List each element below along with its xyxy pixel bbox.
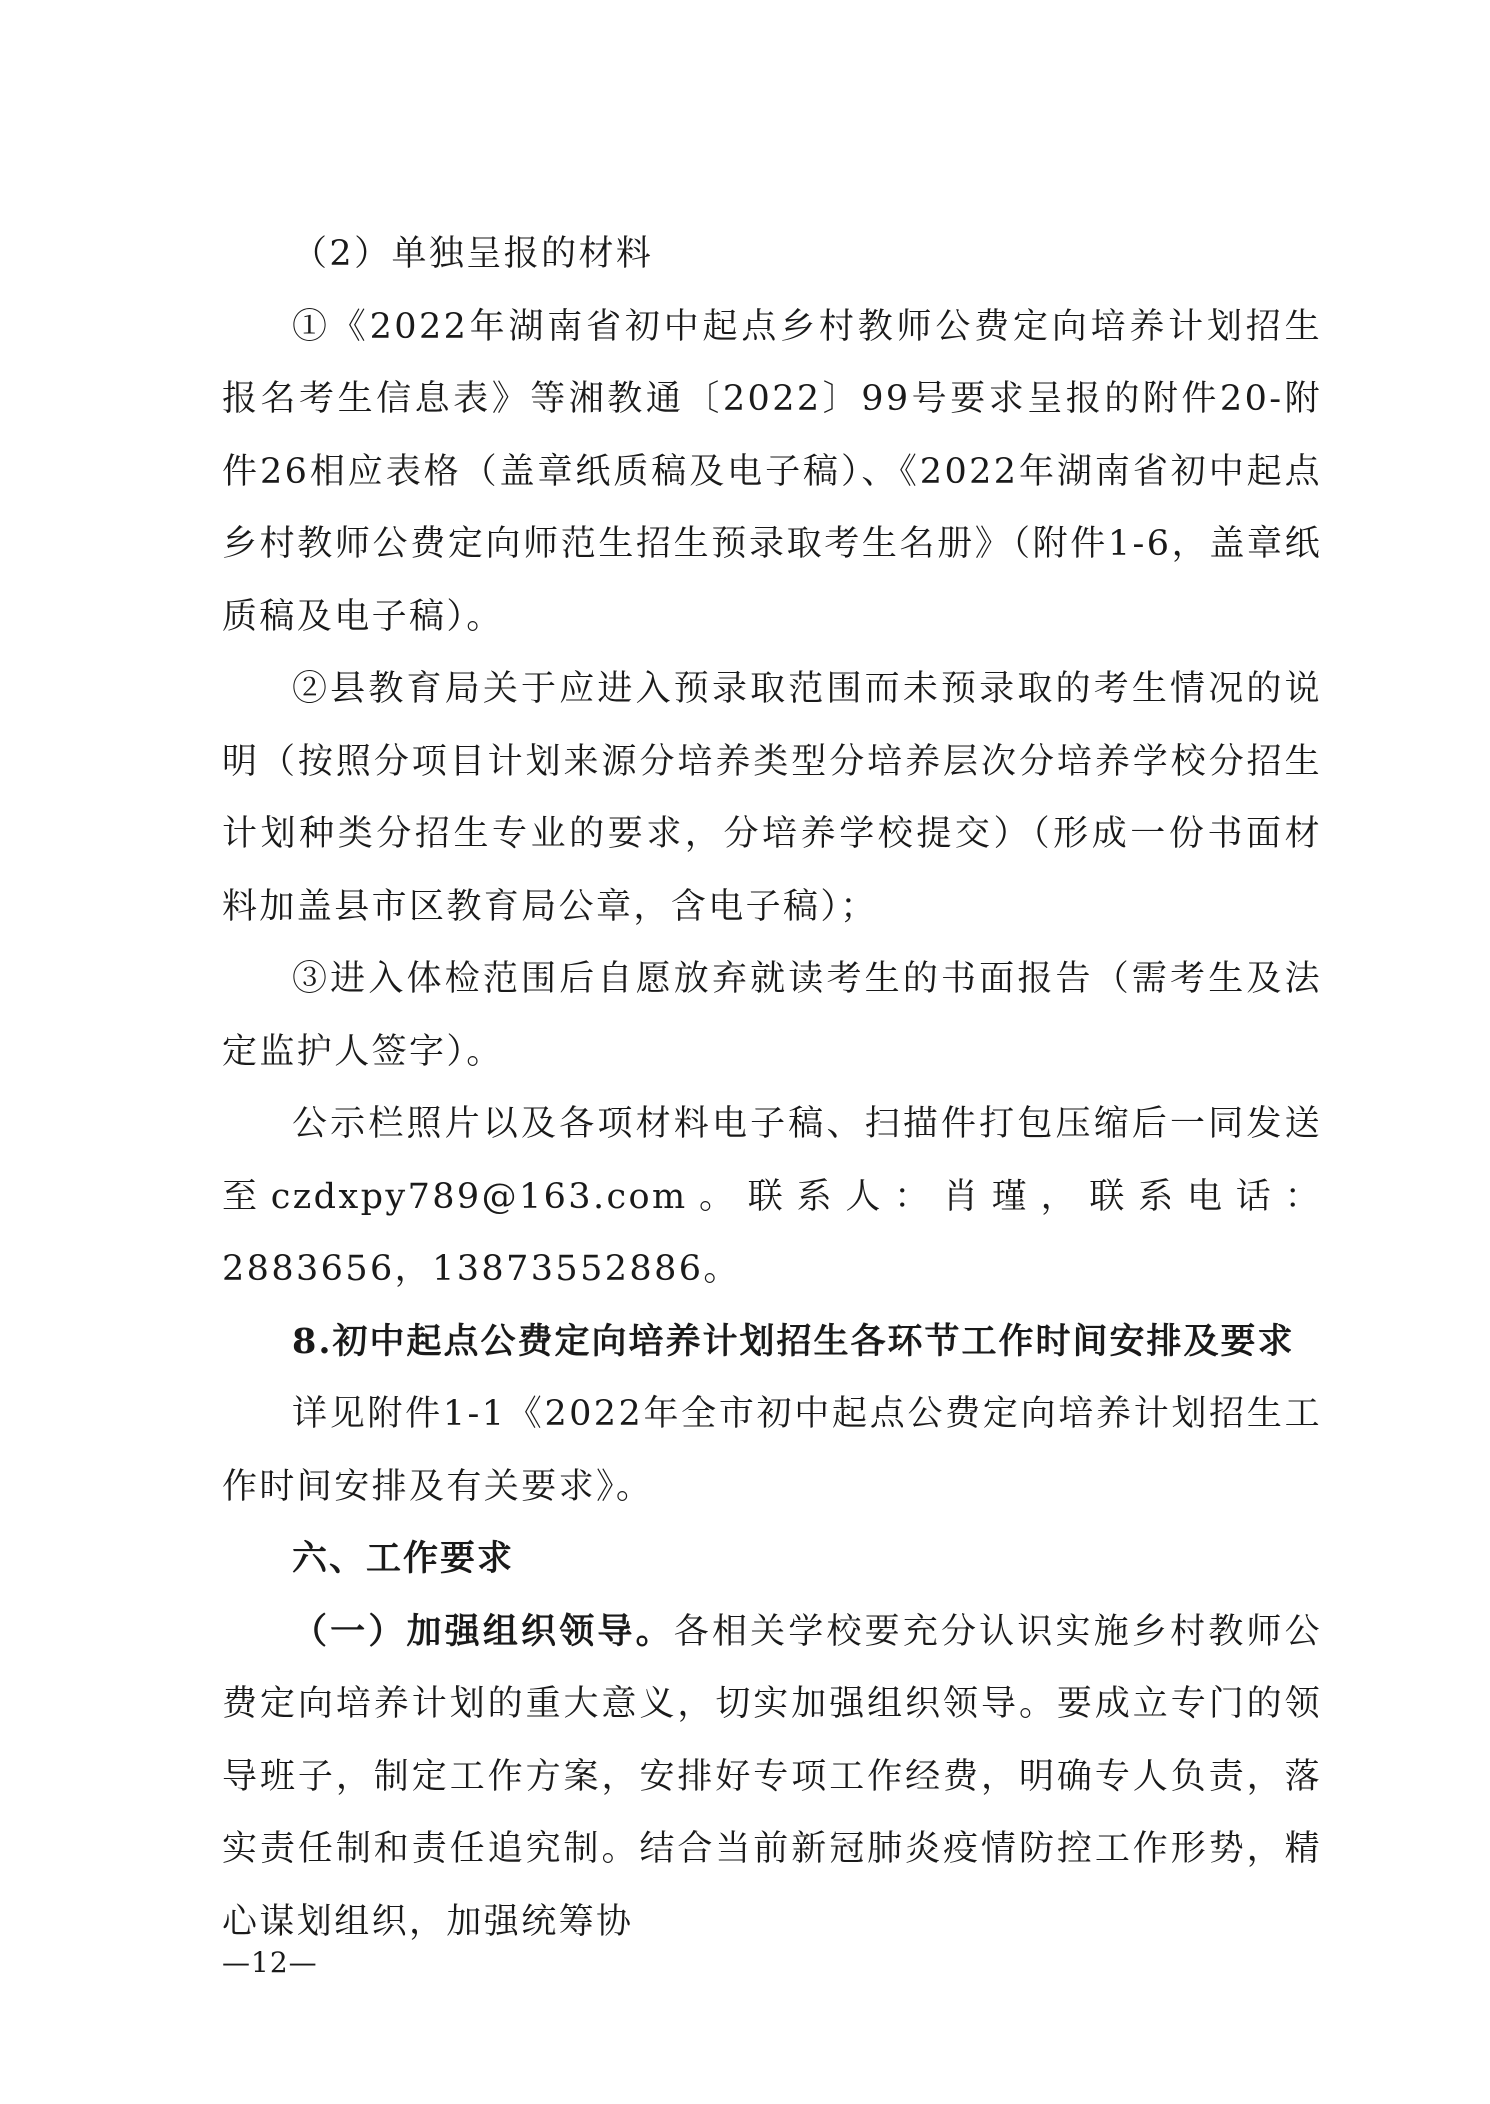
paragraph-strengthen-leadership: [222, 1596, 1322, 1959]
paragraph-item-1: ①《2022年湖南省初中起点乡村教师公费定向培养计划招生报名考生信息表》等湘教通〔2022〕99号要求呈报的附件20-附件26相应表格（盖章纸质稿及电子稿）、《2022年湖南省初中起点乡村教师公费定向师范生招生预录取考生名册》（附件1-6，盖章纸质稿及电子稿）。: [222, 306, 1322, 637]
page-number: —12—: [222, 1946, 318, 1979]
section-heading-work-requirements: 六、工作要求: [292, 1538, 515, 1579]
paragraph-strengthen-leadership-text: 各相关学校要充分认识实施乡村教师公费定向培养计划的重大意义，切实加强组织领导。要成立专门的领导班子，制定工作方案，安排好专项工作经费，明确专人负责，落实责任制和责任追究制。结合当前新冠肺炎疫情防控工作形势，精心谋划组织，加强统筹协: [222, 1611, 1322, 1942]
paragraph-contact-info: 公示栏照片以及各项材料电子稿、扫描件打包压缩后一同发送至czdxpy789@163.com。联系人：肖瑾，联系电话：2883656，13873552886。: [222, 1104, 1322, 1289]
paragraph-item-3: ③进入体检范围后自愿放弃就读考生的书面报告（需考生及法定监护人签字）。: [222, 959, 1322, 1072]
paragraph-separate-materials-heading: （2）单独呈报的材料: [292, 234, 654, 274]
document-body: [222, 218, 1322, 1958]
paragraph-attachment-reference: 详见附件1-1《2022年全市初中起点公费定向培养计划招生工作时间安排及有关要求》。: [222, 1394, 1322, 1507]
paragraph-item-2: ②县教育局关于应进入预录取范围而未预录取的考生情况的说明（按照分项目计划来源分培养类型分培养层次分培养学校分招生计划种类分招生专业的要求，分培养学校提交）（形成一份书面材料加盖县市区教育局公章，含电子稿）；: [222, 669, 1322, 927]
section-heading-8: 8.初中起点公费定向培养计划招生各环节工作时间安排及要求: [292, 1320, 1295, 1362]
subheading-strengthen-leadership: （一）加强组织领导。: [292, 1610, 674, 1652]
